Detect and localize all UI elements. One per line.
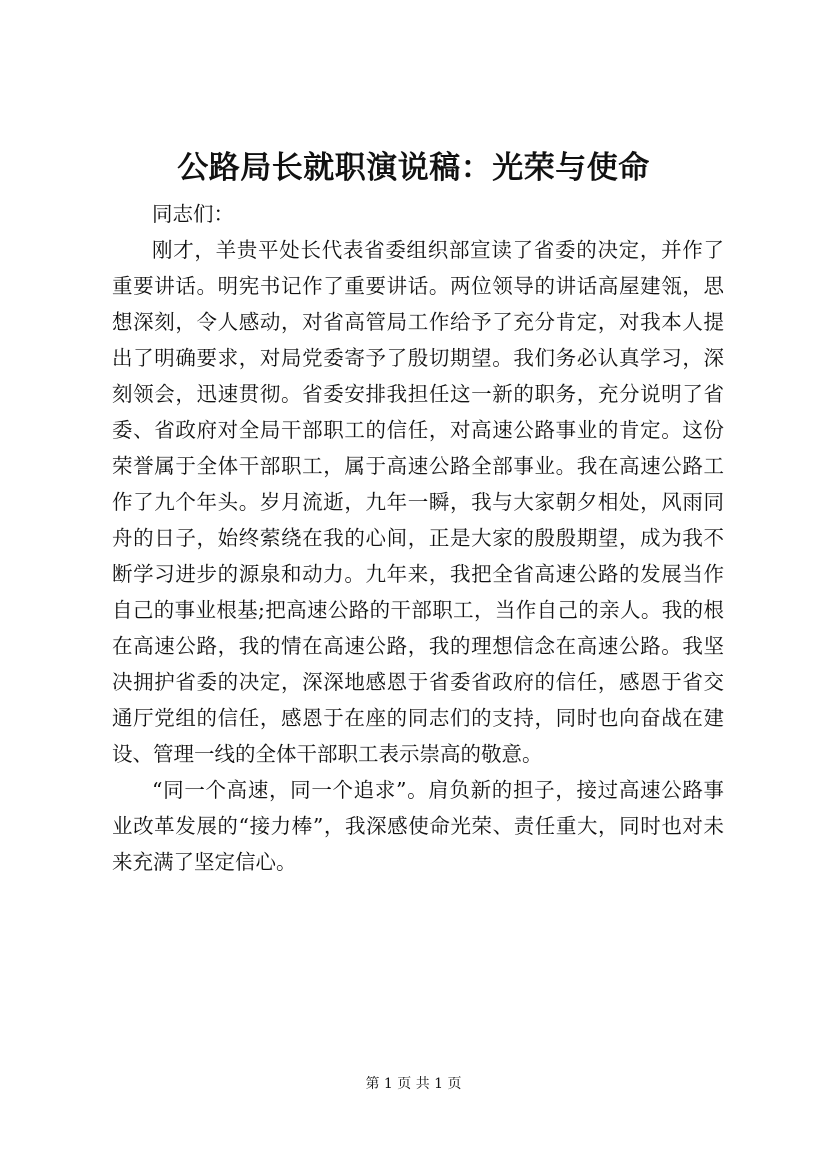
paragraph-1: 刚才，羊贵平处长代表省委组织部宣读了省委的决定，并作了重要讲话。明宪书记作了重要讲话。两位领导的讲话高屋建瓴，思想深刻，令人感动，对省高管局工作给予了充分肯定，对我本人提出了明确要求，对局党委寄予了殷切期望。我们务必认真学习，深刻领会，迅速贯彻。省委安排我担任这一新的职务，充分说明了省委、省政府对全局干部职工的信任，对高速公路事业的肯定。这份荣誉属于全体干部职工，属于高速公路全部事业。我在高速公路工作了九个年头。岁月流逝，九年一瞬，我与大家朝夕相处，风雨同舟的日子，始终萦绕在我的心间，正是大家的殷殷期望，成为我不断学习进步的源泉和动力。九年来，我把全省高速公路的发展当作自己的事业根基;把高速公路的干部职工，当作自己的亲人。我的根在高速公路，我的情在高速公路，我的理想信念在高速公路。我坚决拥护省委的决定，深深地感恩于省委省政府的信任，感恩于省交通厅党组的信任，感恩于在座的同志们的支持，同时也向奋战在建设、管理一线的全体干部职工表示崇高的敬意。 [112,238,724,766]
document-body [112,196,724,880]
salutation: 同志们： [152,202,234,226]
paragraph-2: “同一个高速，同一个追求”。肩负新的担子，接过高速公路事业改革发展的“接力棒”，我深感使命光荣、责任重大，同时也对未来充满了坚定信心。 [112,778,724,874]
document-title: 公路局长就职演说稿：光荣与使命 [177,150,650,186]
page-number-footer: 第 1 页 共 1 页 [365,1076,462,1092]
